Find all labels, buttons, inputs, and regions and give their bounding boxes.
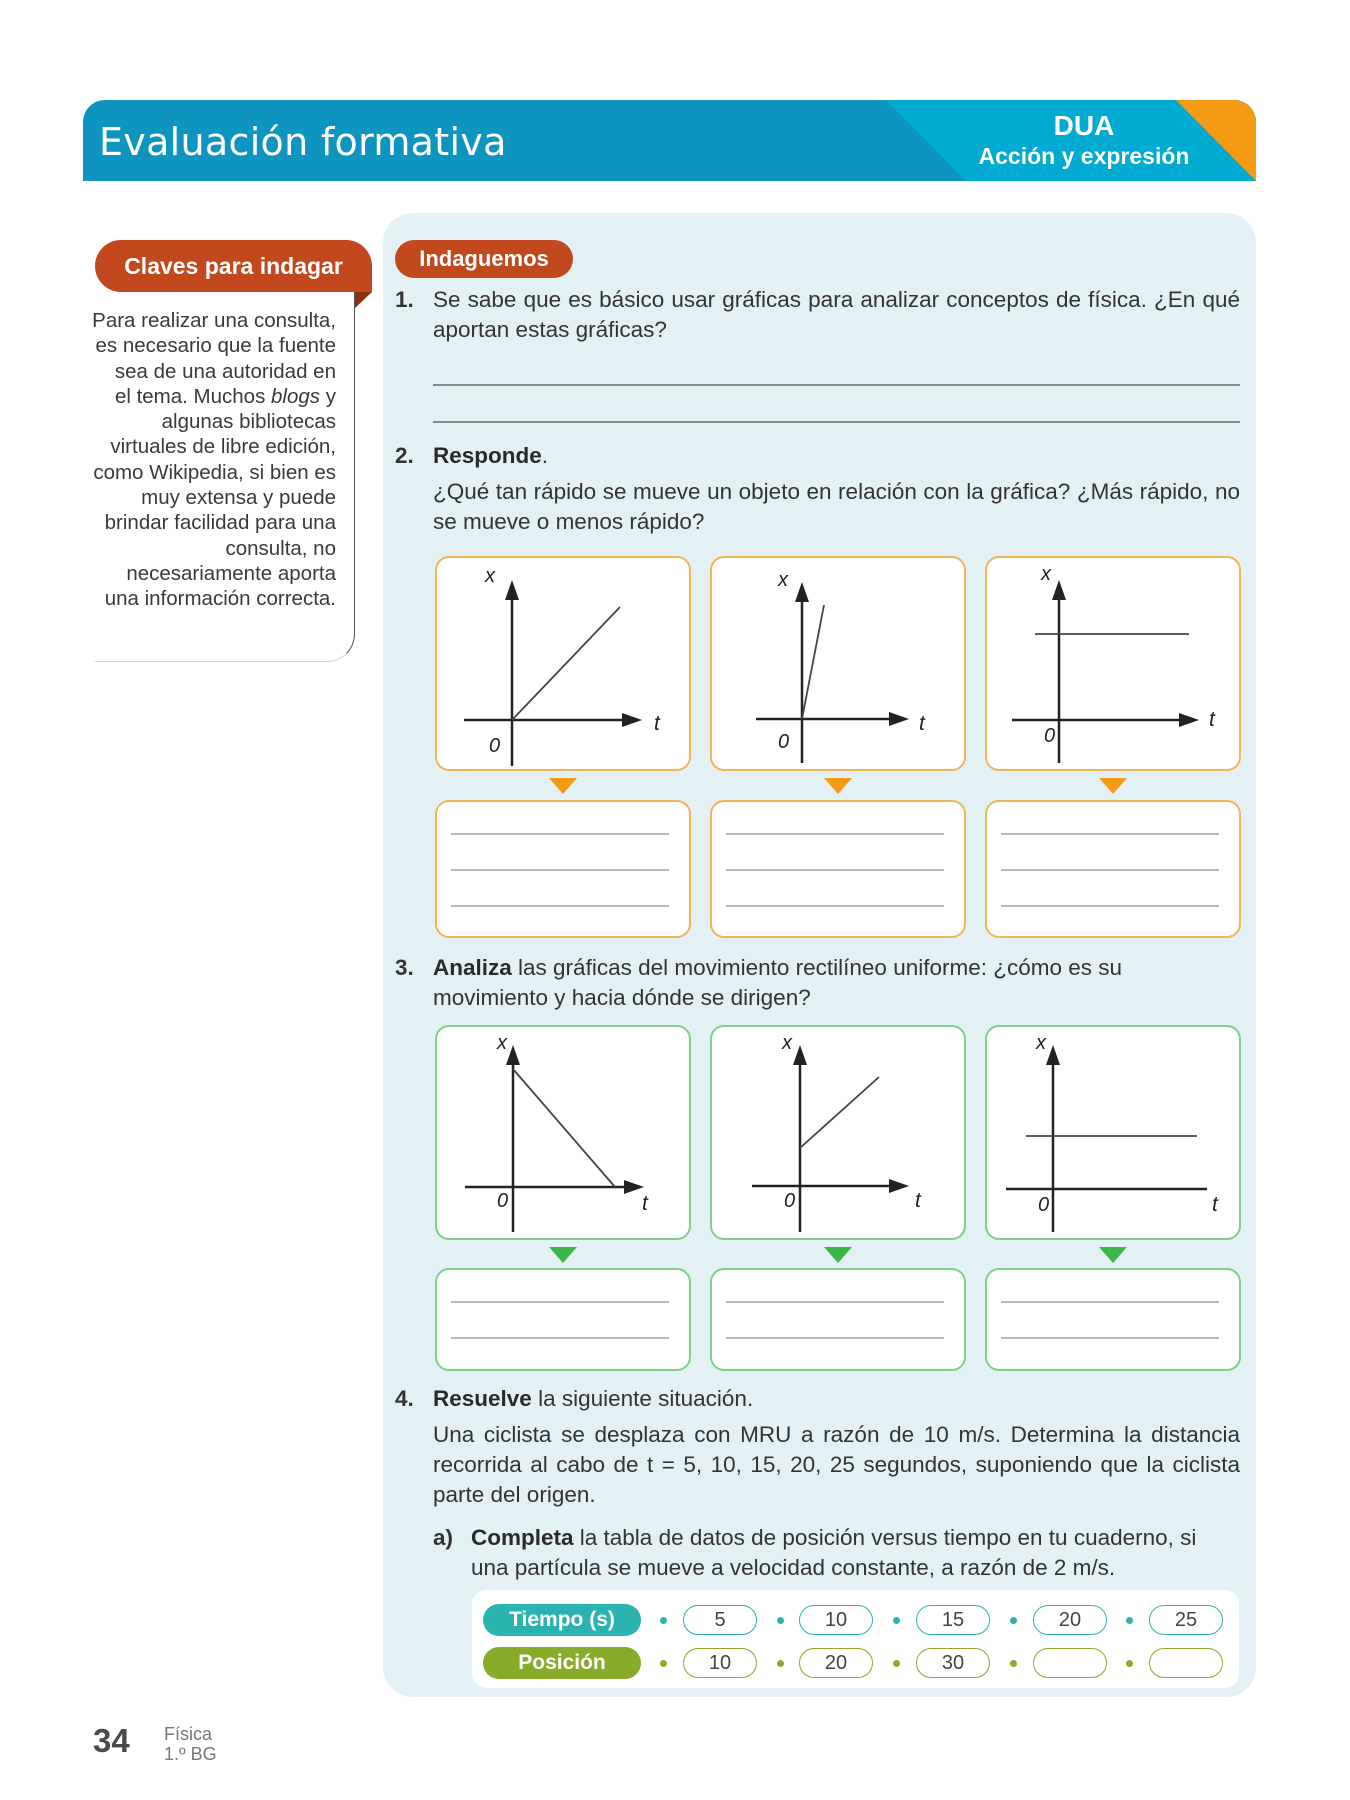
bullet-dot — [1010, 1660, 1017, 1667]
dua-badge — [974, 110, 1194, 170]
sidebar-line: sea de una autoridad en — [114, 359, 336, 383]
answer-line — [726, 833, 944, 835]
answer-box[interactable] — [710, 800, 966, 938]
sidebar-line: virtuales de libre edición, — [110, 435, 336, 459]
page-title: Evaluación formativa — [99, 120, 507, 164]
svg-text:t: t — [654, 712, 660, 735]
answer-line[interactable] — [433, 421, 1240, 423]
answer-line — [1001, 1337, 1219, 1339]
answer-box[interactable] — [710, 1268, 966, 1371]
graph-box — [985, 1025, 1241, 1240]
answer-box[interactable] — [985, 1268, 1241, 1371]
question-number: 2. — [395, 443, 414, 468]
svg-text:x: x — [485, 565, 495, 587]
svg-text:0: 0 — [489, 735, 501, 757]
svg-text:x: x — [497, 1032, 507, 1054]
svg-text:x: x — [782, 1032, 792, 1054]
table-cell-empty[interactable] — [1149, 1648, 1223, 1678]
answer-box[interactable] — [985, 800, 1241, 938]
answer-line — [1001, 869, 1219, 871]
answer-line — [451, 905, 669, 907]
sidebar-line: el tema. Muchos blogs y — [114, 384, 336, 408]
dua-label: DUA — [1053, 110, 1115, 141]
italic-term: blogs — [271, 384, 321, 408]
svg-text:0: 0 — [1044, 725, 1056, 747]
grade-level: 1.º BG — [164, 1744, 217, 1764]
down-arrow-icon — [549, 1247, 577, 1263]
bullet-dot — [893, 1617, 900, 1624]
question-verb: Completa — [471, 1525, 574, 1550]
position-time-table — [472, 1590, 1239, 1688]
subject-name: Física — [164, 1724, 213, 1744]
question-verb: Resuelve — [433, 1386, 532, 1411]
svg-text:x: x — [1036, 1032, 1046, 1054]
question-number: 3. — [395, 955, 414, 980]
bullet-dot — [893, 1660, 900, 1667]
row-label-tiempo: Tiempo (s) — [483, 1604, 641, 1636]
svg-text:x: x — [778, 569, 788, 591]
bullet-dot — [660, 1660, 667, 1667]
table-cell: 10 — [683, 1648, 757, 1678]
table-cell: 5 — [683, 1605, 757, 1635]
table-cell: 15 — [916, 1605, 990, 1635]
answer-line — [726, 1337, 944, 1339]
answer-box[interactable] — [435, 800, 691, 938]
down-arrow-icon — [1099, 778, 1127, 794]
answer-line — [726, 1301, 944, 1303]
answer-line — [1001, 833, 1219, 835]
svg-text:x: x — [1041, 563, 1051, 585]
bullet-dot — [777, 1617, 784, 1624]
sidebar-line: es necesario que la fuente — [95, 334, 336, 358]
down-arrow-icon — [1099, 1247, 1127, 1263]
footer-subject — [164, 1724, 217, 1764]
xt-graph-moderate-slope — [437, 558, 693, 773]
down-arrow-icon — [824, 778, 852, 794]
sidebar-text — [90, 308, 336, 612]
answer-line — [1001, 905, 1219, 907]
sidebar-line: una información correcta. — [104, 587, 336, 611]
down-arrow-icon — [549, 778, 577, 794]
answer-box[interactable] — [435, 1268, 691, 1371]
answer-line — [451, 1337, 669, 1339]
answer-line — [726, 869, 944, 871]
answer-line — [1001, 1301, 1219, 1303]
sub-question-letter: a) — [433, 1525, 454, 1550]
question-subtext: ¿Qué tan rápido se mueve un objeto en relación con la gráfica? ¿Más rápido, no se mueve o menos rápido? — [433, 479, 1240, 534]
table-cell: 10 — [799, 1605, 873, 1635]
answer-line — [726, 905, 944, 907]
sidebar-line: algunas bibliotecas — [161, 410, 336, 434]
sidebar-title: Claves para indagar — [95, 240, 372, 292]
bullet-dot — [1126, 1617, 1133, 1624]
sidebar-line: Para realizar una consulta, — [92, 309, 336, 332]
xt-graph-horizontal — [987, 558, 1243, 773]
svg-text:0: 0 — [1038, 1194, 1050, 1216]
page-header — [83, 100, 1256, 181]
svg-text:0: 0 — [497, 1190, 509, 1212]
graph-box — [985, 556, 1241, 771]
graph-box — [710, 556, 966, 771]
table-cell: 30 — [916, 1648, 990, 1678]
question-verb: Analiza — [433, 955, 512, 980]
bullet-dot — [1126, 1660, 1133, 1667]
question-text: Se sabe que es básico usar gráficas para analizar conceptos de física. ¿En qué aportan estas gráficas? — [433, 287, 1240, 342]
table-cell: 20 — [1033, 1605, 1107, 1635]
down-arrow-icon — [824, 1247, 852, 1263]
svg-text:t: t — [1209, 708, 1215, 731]
table-cell: 20 — [799, 1648, 873, 1678]
question-1 — [395, 285, 1240, 345]
row-label-posicion: Posición — [483, 1647, 641, 1679]
svg-text:0: 0 — [778, 731, 790, 753]
svg-text:t: t — [919, 712, 925, 735]
question-number: 4. — [395, 1386, 414, 1411]
graph-box — [435, 1025, 691, 1240]
answer-line — [451, 869, 669, 871]
xt-graph-horizontal — [987, 1027, 1243, 1242]
table-cell: 25 — [1149, 1605, 1223, 1635]
section-label: Indaguemos — [395, 240, 573, 278]
bullet-dot — [1010, 1617, 1017, 1624]
xt-graph-steep-slope — [712, 558, 968, 773]
answer-line — [451, 1301, 669, 1303]
question-2: 2. Responde. ¿Qué tan rápido se mueve un objeto en relación con la gráfica? ¿Más rápido, no se mueve o menos rápido? — [395, 441, 1240, 537]
sub-question-a: a) Completa la tabla de datos de posición versus tiempo en tu cuaderno, si una partícula se mueve a velocidad constante, a razón de 2 m/s. — [433, 1525, 1197, 1580]
sidebar-line: muy extensa y puede — [141, 486, 336, 510]
svg-text:t: t — [1212, 1193, 1218, 1216]
xt-graph-decreasing — [437, 1027, 693, 1242]
question-subtext: Una ciclista se desplaza con MRU a razón de 10 m/s. Determina la distancia recorrida al cabo de t = 5, 10, 15, 20, 25 segundos, suponiendo que la ciclista parte del origen. — [433, 1422, 1240, 1507]
table-cell-empty[interactable] — [1033, 1648, 1107, 1678]
question-verb: Responde — [433, 443, 542, 468]
xt-graph-increasing-offset — [712, 1027, 968, 1242]
graph-box — [710, 1025, 966, 1240]
sidebar-line: brindar facilidad para una — [104, 511, 336, 535]
svg-text:t: t — [915, 1189, 921, 1212]
answer-line[interactable] — [433, 384, 1240, 386]
dua-subtitle: Acción y expresión — [978, 143, 1190, 169]
question-4: 4. Resuelve la siguiente situación. Una ciclista se desplaza con MRU a razón de 10 m/s. Determina la distancia recorrida al cabo de t = 5, 10, 15, 20, 25 segundos, suponiendo que la ciclista parte del origen. — [395, 1384, 1240, 1510]
sidebar-line: consulta, no — [225, 536, 336, 560]
answer-line — [451, 833, 669, 835]
graph-box — [435, 556, 691, 771]
svg-text:0: 0 — [784, 1190, 796, 1212]
sidebar-line: como Wikipedia, si bien es — [93, 460, 336, 484]
bullet-dot — [777, 1660, 784, 1667]
bullet-dot — [660, 1617, 667, 1624]
question-number: 1. — [395, 287, 414, 312]
sidebar-line: necesariamente aporta — [126, 561, 336, 585]
question-3: 3. Analiza las gráficas del movimiento rectilíneo uniforme: ¿cómo es su movimiento y hacia dónde se dirigen? — [395, 955, 1123, 1010]
page-number: 34 — [93, 1722, 130, 1759]
sidebar-fold — [355, 292, 372, 308]
svg-text:t: t — [642, 1192, 648, 1215]
